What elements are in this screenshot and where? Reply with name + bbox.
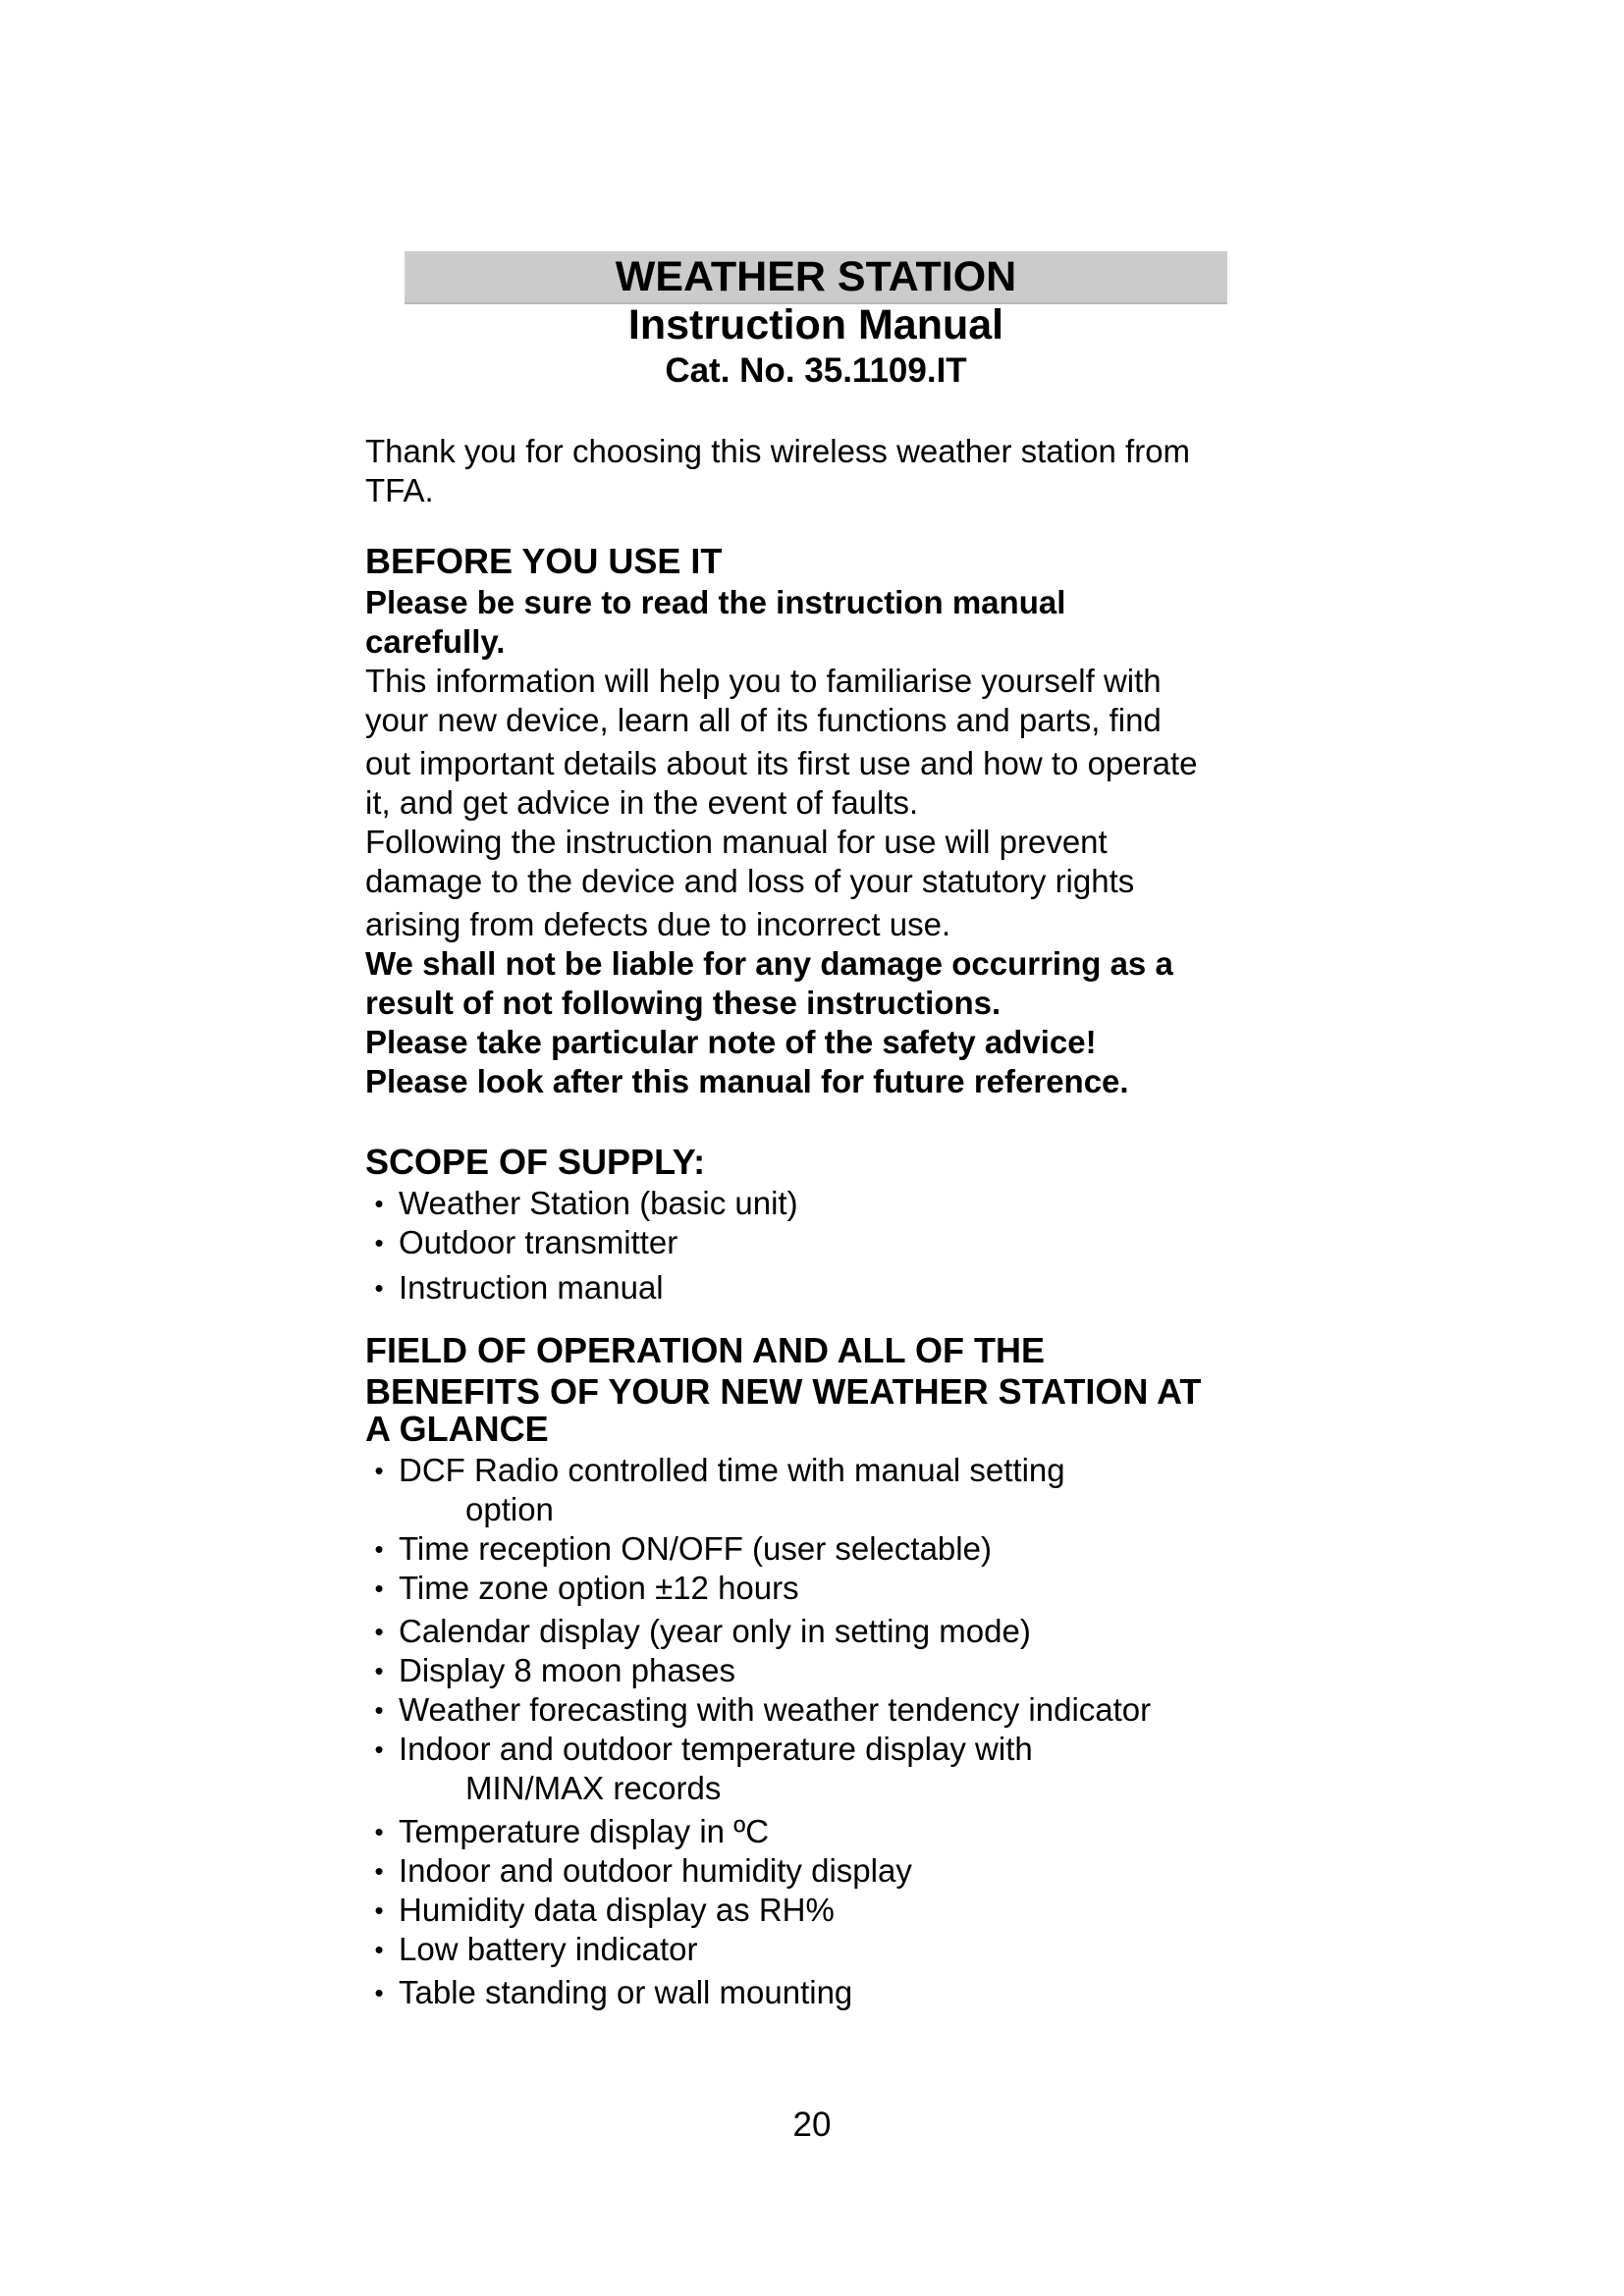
bullet-icon: • xyxy=(374,1856,384,1886)
bullet-icon: • xyxy=(374,1935,384,1964)
document-subtitle: Instruction Manual xyxy=(627,301,1004,348)
list-item: • DCF Radio controlled time with manual setting option xyxy=(365,1451,1269,1529)
bullet-icon: • xyxy=(374,1456,384,1485)
section-heading-scope: SCOPE OF SUPPLY: xyxy=(365,1142,706,1182)
text-line: out important details about its first use and how to operate xyxy=(365,745,1198,781)
features-section xyxy=(365,1329,1269,2012)
bullet-icon: • xyxy=(374,1534,384,1564)
bullet-icon: • xyxy=(374,1574,384,1603)
section-heading-before-use: BEFORE YOU USE IT xyxy=(365,541,723,581)
list-item: • Display 8 moon phases xyxy=(365,1651,1269,1690)
list-item: • Weather Station (basic unit) xyxy=(365,1184,1269,1223)
text-line: arising from defects due to incorrect use. xyxy=(365,906,951,942)
list-item: • Low battery indicator xyxy=(365,1930,1269,1969)
list-item: • Humidity data display as RH% xyxy=(365,1891,1269,1930)
notice-line: Please look after this manual for future reference. xyxy=(365,1063,1129,1099)
list-item: • Temperature display in ºC xyxy=(365,1812,1269,1851)
list-item: • Weather forecasting with weather tendency indicator xyxy=(365,1690,1269,1730)
bullet-icon: • xyxy=(374,1617,384,1646)
list-item: • Calendar display (year only in setting mode) xyxy=(365,1612,1269,1651)
list-item: • Table standing or wall mounting xyxy=(365,1973,1269,2012)
intro-line: TFA. xyxy=(365,472,434,508)
notice-line: Please take particular note of the safety advice! xyxy=(365,1024,1097,1060)
bullet-icon: • xyxy=(374,1735,384,1764)
bullet-icon: • xyxy=(374,1228,384,1257)
bold-line: carefully. xyxy=(365,623,506,660)
document-title: WEATHER STATION xyxy=(615,253,1017,300)
notice-line: We shall not be liable for any damage occurring as a xyxy=(365,945,1173,982)
page-number: 20 xyxy=(792,2106,832,2144)
list-item: • Instruction manual xyxy=(365,1268,1269,1308)
bullet-icon: • xyxy=(374,1273,384,1303)
bullet-icon: • xyxy=(374,1896,384,1925)
list-item: • Outdoor transmitter xyxy=(365,1223,1269,1262)
text-line: it, and get advice in the event of faults. xyxy=(365,784,919,821)
list-item: • Indoor and outdoor temperature display with MIN/MAX records xyxy=(365,1730,1269,1808)
text-line: your new device, learn all of its functions and parts, find xyxy=(365,702,1162,738)
text-line: Following the instruction manual for use will prevent xyxy=(365,824,1108,860)
list-item: • Time zone option ±12 hours xyxy=(365,1569,1269,1608)
bullet-icon: • xyxy=(374,1189,384,1218)
bullet-icon: • xyxy=(374,1817,384,1846)
bullet-icon: • xyxy=(374,1656,384,1685)
bullet-icon: • xyxy=(374,1695,384,1725)
catalog-number: Cat. No. 35.1109.IT xyxy=(665,351,967,390)
scope-section xyxy=(365,1141,1269,1308)
notice-line: result of not following these instructions. xyxy=(365,985,1001,1021)
features-list xyxy=(365,1451,1269,2012)
before-use-section xyxy=(365,540,1269,1101)
bullet-icon: • xyxy=(374,1978,384,2007)
intro-section xyxy=(365,432,1269,510)
section-heading-features: BENEFITS OF YOUR NEW WEATHER STATION AT xyxy=(365,1371,1202,1412)
text-line: This information will help you to familiarise yourself with xyxy=(365,663,1162,699)
scope-list xyxy=(365,1184,1269,1308)
section-heading-features: A GLANCE xyxy=(365,1409,549,1449)
intro-line: Thank you for choosing this wireless weather station from xyxy=(365,433,1191,469)
list-item: • Indoor and outdoor humidity display xyxy=(365,1851,1269,1891)
section-heading-features: FIELD OF OPERATION AND ALL OF THE xyxy=(365,1330,1045,1370)
bold-line: Please be sure to read the instruction manual xyxy=(365,584,1066,620)
text-line: damage to the device and loss of your statutory rights xyxy=(365,863,1135,899)
list-item: • Time reception ON/OFF (user selectable) xyxy=(365,1529,1269,1569)
